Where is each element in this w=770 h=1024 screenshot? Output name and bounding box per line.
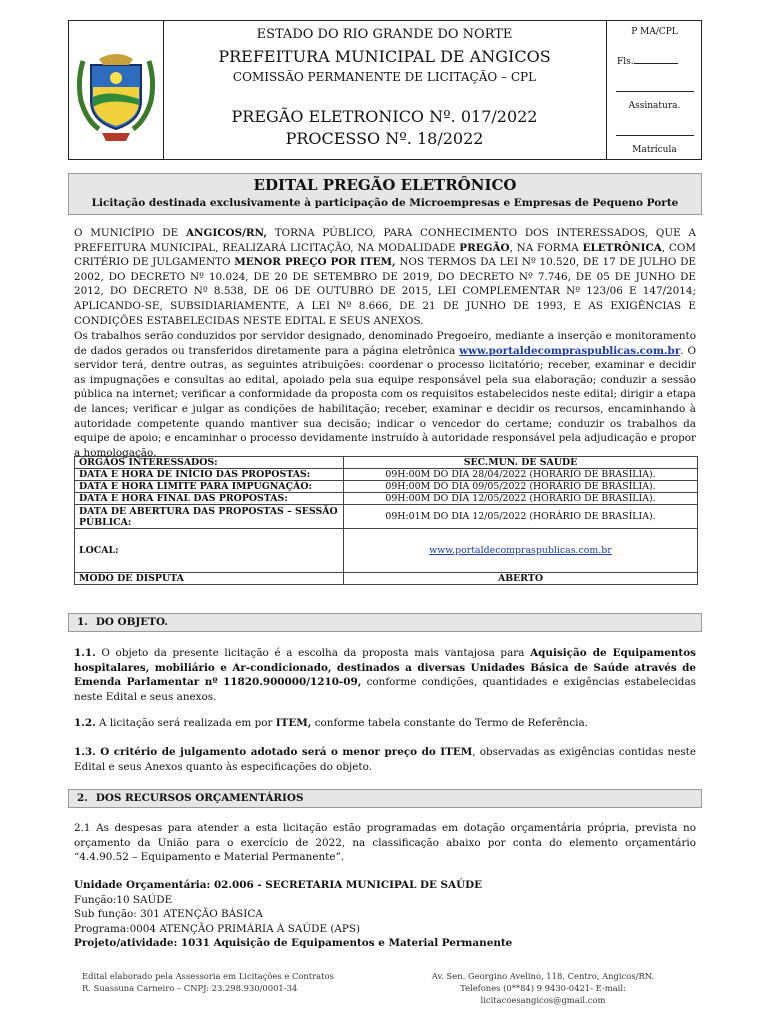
table-row [75, 457, 698, 469]
intro-paragraph-1 [74, 226, 696, 328]
footer-right-line-2: Telefones (0**84) 9 9430-0421- E-mail: licitacoesangicos@gmail.com [460, 983, 626, 1005]
text-run-bold: O critério de julgamento adotado será o menor preço do ITEM [95, 746, 473, 758]
edital-title: EDITAL PREGÃO ELETRÔNICO [253, 176, 517, 194]
header-box [68, 20, 702, 160]
table-value [344, 529, 698, 573]
text-run-bold: ITEM, [275, 717, 312, 729]
table-key: ÓRGÃOS INTERESSADOS: [75, 457, 344, 469]
text-run: TORNA PÚBLICO, PARA CONHECIMENTO DOS INTERESSADOS, QUE A PREFEITURA MUNICIPAL, REALIZARÁ LICITAÇÃO, NA MODALIDADE [74, 227, 696, 254]
local-link[interactable]: www.portaldecompraspublicas.com.br [429, 545, 612, 556]
section-2-heading [68, 789, 702, 808]
processo-number: PROCESSO Nº. 18/2022 [285, 129, 484, 148]
section-number: 2. [77, 792, 88, 804]
text-run: O objeto da presente licitação é a escolha da proposta mais vantajosa para [95, 647, 531, 659]
table-row [75, 469, 698, 481]
section-title: DOS RECURSOS ORÇAMENTÁRIOS [95, 792, 304, 804]
budget-block [74, 878, 696, 951]
table-key: DATA DE ABERTURA DAS PROPOSTAS – SESSÃO PÚBLICA: [75, 505, 344, 529]
text-run: , NA FORMA [509, 241, 583, 254]
fls-field [607, 57, 702, 67]
municipality-name: PREFEITURA MUNICIPAL DE ANGICOS [218, 47, 551, 66]
clause-number: 1.1. [74, 647, 96, 659]
table-row [75, 481, 698, 493]
footer-left-line-1: Edital elaborado pela Assessoria em Licitações e Contratos [82, 971, 334, 981]
table-value: 09H:00M DO DIA 12/05/2022 (HORÁRIO DE BRASÍLIA). [344, 493, 698, 505]
coat-of-arms-icon [69, 21, 163, 159]
header-titles [164, 21, 605, 159]
text-run: . O servidor terá, dentre outras, as seguintes atribuições: coordenar o processo licitatório; receber, examinar e decidir as impugnações e consultas ao edital, apoiado pela sua equipe responsável pela sua elaboração; conduzir a sessão pública na internet; verificar a conformidade da proposta com os requisitos estabelecidos neste edital; dirigir a etapa de lances; verificar e julgar as condições de habilitação; receber, examinar e decidir os recursos, encaminhando à autoridade competente quando mantiver sua decisão; indicar o vencedor do certame; conduzir os trabalhos da equipe de apoio; e encaminhar o processo devidamente instruído à autoridade responsável pela adjudicação e propor a homologação. [74, 344, 696, 459]
budget-subfunction: Sub função: 301 ATENÇÃO BÁSICA [74, 908, 263, 921]
table-key: DATA E HORA FINAL DAS PROPOSTAS: [75, 493, 344, 505]
table-row [75, 529, 698, 573]
table-key: MODO DE DISPUTA [75, 573, 344, 585]
portal-link[interactable]: www.portaldecompraspublicas.com.br [459, 344, 681, 357]
table-value: ABERTO [344, 573, 698, 585]
table-key: DATA E HORA LIMITE PARA IMPUGNAÇÃO: [75, 481, 344, 493]
section-1-heading [68, 613, 702, 632]
clause-number: 1.3. [74, 746, 96, 758]
text-run: , COM CRITÉRIO DE JULGAMENTO [74, 241, 696, 269]
pregao-number: PREGÃO ELETRONICO Nº. 017/2022 [231, 107, 538, 126]
table-value: SEC.MUN. DE SAÚDE [344, 457, 698, 469]
paragraph-2-1: 2.1 As despesas para atender a esta licitação estão programadas em dotação orçamentária própria, prevista no orçamento da União para o exercício de 2022, na classificação abaixo por conta do elemento orçamentário “4.4.90.52 – Equipamento e Material Permanente”. [74, 822, 696, 864]
table-row [75, 573, 698, 585]
budget-program: Programa:0004 ATENÇÃO PRIMÁRIA À SAÚDE (APS) [74, 922, 361, 935]
table-value: 09H:00M DO DIA 28/04/2022 (HORÁRIO DE BRASÍLIA). [344, 469, 698, 481]
text-run: conforme condições, quantidades e exigências estabelecidas neste Edital e seus anexos. [74, 676, 696, 703]
text-run-bold: ANGICOS/RN, [185, 227, 267, 239]
text-run-bold: Aquisição de Equipamentos hospitalares, mobiliário e Ar-condicionado, destinados a diversas Unidades Básica de Saúde através de Emenda Parlamentar nº 11820.900000/1210-09, [74, 647, 696, 689]
text-run: conforme tabela constante do Termo de Referência. [311, 717, 588, 729]
intro-paragraph-2 [74, 329, 696, 460]
paragraph-1-3 [74, 745, 696, 774]
paragraph-1-2 [74, 716, 696, 731]
table-key: DATA E HORA DE INÍCIO DAS PROPOSTAS: [75, 469, 344, 481]
signature-line [607, 91, 702, 92]
footer-left-line-2: R. Suassuna Carneiro – CNPJ: 23.298.930/0001-34 [82, 983, 298, 993]
edital-title-box [68, 173, 702, 215]
table-row [75, 505, 698, 529]
budget-function: Função:10 SAÚDE [74, 893, 173, 906]
section-number: 1. [77, 616, 88, 628]
text-run: A licitação será realizada em por [95, 717, 276, 729]
table-row [75, 493, 698, 505]
footer-right-line-1: Av. Sen. Georgino Avelino, 118, Centro, Angicos/RN. [431, 971, 655, 981]
paragraph-1-1 [74, 646, 696, 704]
table-key: LOCAL: [75, 529, 344, 573]
fls-label: Fls. [617, 57, 634, 67]
text-run: NOS TERMOS DA LEI Nº 10.520, DE 17 DE JULHO DE 2002, DO DECRETO Nº 10.024, DE 20 DE SETEMBRO DE 2019, DO DECRETO Nº 7.746, DE 05 DE JUNHO DE 2012, DO DECRETO Nº 8.538, DE 06 DE OUTUBRO DE 2015, LEI COMPLEMENTAR Nº 123/06 E 147/2014; APLICANDO-SE, SUBSIDIARIAMENTE, A LEI Nº 8.666, DE 21 DE JUNHO DE 1993, E AS EXIGÊNCIAS E CONDIÇÕES ESTABELECIDAS NESTE EDITAL E SEUS ANEXOS. [74, 256, 697, 327]
text-run-bold: MENOR PREÇO POR ITEM, [234, 256, 396, 269]
stamp-header: P MA/CPL [631, 27, 678, 37]
coat-of-arms-cell [69, 21, 164, 159]
text-run: Os trabalhos serão conduzidos por servidor designado, denominado Pregoeiro, mediante a inserção e monitoramento de dados gerados ou transferidos diretamente para a página eletrônica [74, 330, 696, 357]
registration-line [607, 135, 702, 136]
commission-name: COMISSÃO PERMANENTE DE LICITAÇÃO – CPL [232, 70, 537, 84]
signature-label: Assinatura. [628, 101, 681, 111]
stamp-cell [606, 21, 702, 159]
budget-project: Projeto/atividade: 1031 Aquisição de Equipamentos e Material Permanente [74, 937, 513, 950]
section-title: DO OBJETO. [95, 616, 168, 628]
text-run-bold: PREGÃO [459, 241, 510, 254]
text-run-bold: ELETRÔNICA [582, 241, 662, 254]
table-value: 09H:00M DO DIA 09/05/2022 (HORÁRIO DE BRASÍLIA). [344, 481, 698, 493]
footer-right [398, 970, 688, 1006]
clause-number: 1.2. [74, 717, 96, 729]
budget-unit: Unidade Orçamentária: 02.006 - SECRETARIA MUNICIPAL DE SAÚDE [74, 879, 483, 891]
state-name: ESTADO DO RIO GRANDE DO NORTE [256, 27, 513, 42]
table-value: 09H:01M DO DIA 12/05/2022 (HORÁRIO DE BRASÍLIA). [344, 505, 698, 529]
edital-subtitle: Licitação destinada exclusivamente à participação de Microempresas e Empresas de Pequeno Porte [91, 197, 679, 209]
text-run: O MUNICÍPIO DE [74, 227, 186, 239]
text-run: , observadas as exigências contidas neste Edital e seus Anexos quanto às especificações do objeto. [74, 746, 697, 773]
footer-left [82, 970, 334, 994]
info-table [74, 456, 698, 585]
registration-label: Matrícula [632, 145, 677, 155]
